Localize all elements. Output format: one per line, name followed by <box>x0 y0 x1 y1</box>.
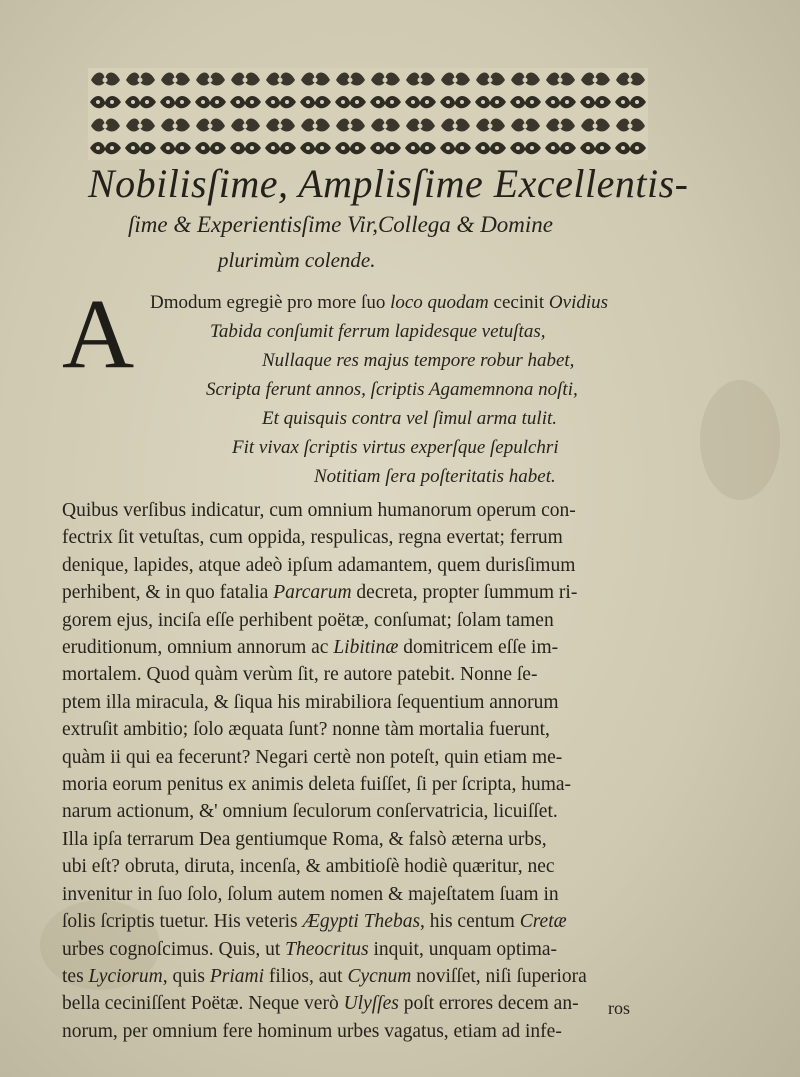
text-segment: , his centum <box>420 911 520 933</box>
text-line <box>62 826 662 853</box>
text-segment: bella ceciniſſent Poëtæ. Neque verò <box>62 993 344 1015</box>
verse-line <box>262 408 557 430</box>
text-segment: poſt errores decem an- <box>398 993 579 1015</box>
text-line <box>62 881 662 908</box>
paper-stain <box>700 380 780 500</box>
text-line <box>62 798 662 825</box>
text-line <box>62 771 662 798</box>
text-segment: moria eorum penitus ex animis deleta fuiſſet, ſi per ſcripta, huma- <box>62 774 572 796</box>
text-line <box>62 689 662 716</box>
text-line <box>62 497 662 524</box>
text-segment: gorem ejus, inciſa eſſe perhibent poëtæ, conſumat; ſolam tamen <box>62 609 554 631</box>
text-segment: urbes cognoſcimus. Quis, ut <box>62 938 286 960</box>
text-line <box>62 579 662 606</box>
body-paragraph <box>62 497 662 1045</box>
text-line <box>62 524 662 551</box>
text-line <box>62 963 662 990</box>
verse-line <box>314 466 556 488</box>
text-line <box>62 634 662 661</box>
text-segment: domitricem eſſe im- <box>398 637 559 659</box>
verse-text: Fit vivax ſcriptis virtus experſque ſepulchri <box>232 437 559 458</box>
text-segment: denique, lapides, atque adeò ipſum adamantem, quem durisſimum <box>62 554 576 576</box>
text-line <box>62 853 662 880</box>
text-line <box>62 552 662 579</box>
verse-line <box>262 350 574 372</box>
text-segment: Cycnum <box>347 965 412 987</box>
text-line <box>62 908 662 935</box>
text-segment: quàm ii qui ea fecerunt? Negari certè non poteſt, quin etiam me- <box>62 746 563 768</box>
text-segment: , quis <box>162 965 210 987</box>
catchword: ros <box>608 998 630 1018</box>
dedication-closing: plurimùm colende. <box>218 248 376 272</box>
text-segment: tes <box>62 965 89 987</box>
verse-text: Notitiam ſera poſteritatis habet. <box>314 466 556 487</box>
verse-text: Nullaque res majus tempore robur habet, <box>262 350 575 371</box>
text-segment: Illa ipſa terrarum Dea gentiumque Roma, & falsò æterna urbs, <box>62 828 547 850</box>
verse-text: cecinit <box>488 292 549 313</box>
text-segment: ptem illa miracula, & ſiqua his mirabiliora ſequentium annorum <box>62 691 559 713</box>
text-segment: noviſſet, niſi ſuperiora <box>411 965 587 987</box>
verse-text: Ovidius <box>548 292 609 313</box>
text-segment: norum, per omnium fere hominum urbes vagatus, etiam ad infe- <box>62 1020 562 1042</box>
text-segment: eruditionum, omnium annorum ac <box>62 637 334 659</box>
text-segment: Ulyſſes <box>343 993 399 1015</box>
verse-text: Tabida conſumit ferrum lapidesque vetuſtas, <box>210 321 546 342</box>
text-segment: inquit, unquam optima- <box>368 938 558 960</box>
text-line <box>62 990 662 1017</box>
text-segment: Theocritus <box>285 938 369 960</box>
dedication-title: Nobilisſime, Amplisſime Excellentis- <box>88 161 689 206</box>
text-segment: perhibent, & in quo fatalia <box>62 582 274 604</box>
verse-text: Dmodum egregiè pro more ſuo <box>150 292 391 313</box>
text-line <box>62 661 662 688</box>
text-line <box>62 607 662 634</box>
text-segment: fectrix ſit vetuſtas, cum oppida, respulicas, regna evertat; ferrum <box>62 527 563 549</box>
text-segment: extruſit ambitio; ſolo æquata ſunt? nonne tàm mortalia fuerunt, <box>62 719 550 741</box>
drop-capital: A <box>62 278 135 389</box>
verse-line <box>210 321 545 343</box>
text-segment: filios, aut <box>264 965 348 987</box>
text-line <box>62 716 662 743</box>
text-segment: invenitur in ſuo ſolo, ſolum autem nomen & majeſtatem ſuam in <box>62 883 559 905</box>
text-segment: ſolis ſcriptis tuetur. His veteris <box>62 911 303 933</box>
text-segment: Cretæ <box>519 911 567 933</box>
decorative-header-ornament <box>88 68 648 160</box>
text-segment: Parcarum <box>273 582 352 604</box>
text-line <box>62 744 662 771</box>
verse-line <box>232 437 559 459</box>
text-segment: Quibus verſibus indicatur, cum omnium humanorum operum con- <box>62 500 576 521</box>
verse-text: Scripta ferunt annos, ſcriptis Agamemnona noſti, <box>206 379 578 400</box>
text-segment: mortalem. Quod quàm verùm ſit, re autore patebit. Nonne ſe- <box>62 664 538 686</box>
verse-line <box>150 292 608 314</box>
dedication-subtitle: ſime & Experientisſime Vir,Collega & Domine <box>128 212 554 237</box>
verse-text: loco quodam <box>390 292 489 313</box>
text-segment: ubi eſt? obruta, diruta, incenſa, & ambitioſè hodiè quæritur, nec <box>62 856 555 878</box>
verse-line <box>206 379 578 401</box>
text-line <box>62 936 662 963</box>
verse-text: Et quisquis contra vel ſimul arma tulit. <box>262 408 558 429</box>
text-segment: Priami <box>209 965 265 987</box>
text-segment: Ægypti Thebas <box>302 911 421 933</box>
text-segment: narum actionum, &' omnium ſeculorum conſervatricia, licuiſſet. <box>62 801 558 823</box>
text-segment: Libitinæ <box>333 637 399 659</box>
text-line <box>62 1018 662 1045</box>
text-segment: decreta, propter ſummum ri- <box>351 582 578 604</box>
text-segment: Lyciorum <box>88 965 163 987</box>
